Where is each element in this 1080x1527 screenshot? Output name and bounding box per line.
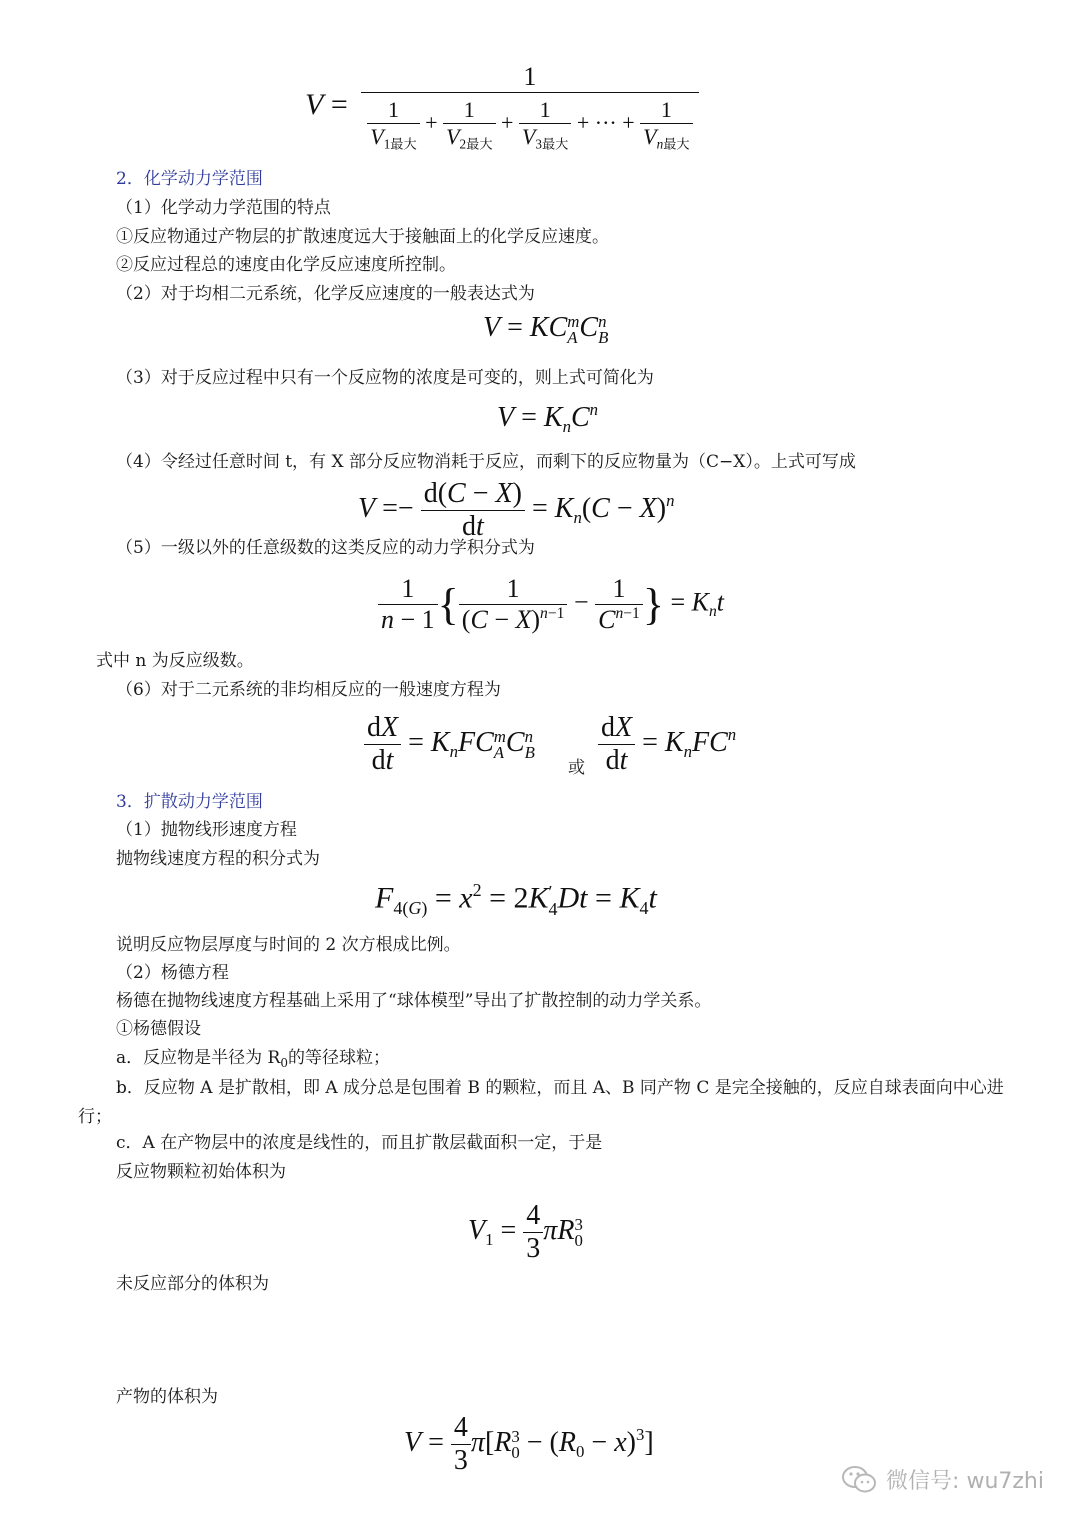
equation-rate-general: V = KC m A C n B [483,311,609,347]
equation-initial-volume: $V_1$ = $\frac{4}{3}$ πR 3 0 [468,1200,583,1264]
equation-rate-simplified: $V = K_nC^n$ [497,400,599,436]
watermark [842,1464,1044,1495]
paragraph: （2）杨德方程 [116,963,229,983]
paragraph: （5）一级以外的任意级数的这类反应的动力学积分式为 [116,538,535,558]
equation-integral-form: $\frac{1}{n - 1}$ { $\frac{1}{(C - X)^{n-1}}$ − $\frac{1}{C^{n-1}}$ } = $K_nt$ [378,574,724,635]
paragraph: b．反应物 A 是扩散相，即 A 成分总是包围着 B 的颗粒，而且 A、B 同产物 C 是完全接触的，反应自球表面向中心进行； [78,1078,1004,1127]
wechat-icon [842,1465,878,1495]
paragraph: （6）对于二元系统的非均相反应的一般速度方程为 [116,680,501,700]
paragraph: （2）对于均相二元系统，化学反应速度的一般表达式为 [116,284,535,304]
equation-rate-differential: V =− $\frac{d(C - X)}{dt}$ = $K_n(C - X)^n$ [358,478,675,542]
paragraph: （4）令经过任意时间 t，有 X 部分反应物消耗于反应，而剩下的反应物量为（C−X）。上式可写成 [116,452,856,472]
equation-heterogeneous-rate-alt: $\frac{dX}{dt}$ = $K_nFC^n$ [598,712,736,777]
section2-heading: 2．化学动力学范围 [116,169,263,189]
paragraph: 反应物颗粒初始体积为 [116,1162,286,1182]
paragraph: （1）化学动力学范围的特点 [116,198,331,218]
watermark-text: 微信号: wu7zhi [886,1469,1044,1494]
equation-product-volume: V = $\frac{4}{3}$ π[R 3 0 − $(R_0 - x)^3$] [404,1412,654,1476]
equation-total-rate: V = 1 $\frac{1}{V_{1最大}}$ + $\frac{1}{V_{2最大}}$ + $\frac{1}{V_{3最大}}$ + ··· + $\frac{1}{V_{n最大}}$ [305,62,699,153]
or-label: 或 [568,758,585,778]
subscript: 0 [280,1056,288,1071]
paragraph: ②反应过程总的速度由化学反应速度所控制。 [116,255,456,275]
paragraph: 抛物线速度方程的积分式为 [116,849,320,869]
paragraph: c．A 在产物层中的浓度是线性的，而且扩散层截面积一定，于是 [116,1133,603,1153]
equation-parabolic: $F_{4(G)} = x^2 = 2K$ ′ 4 $Dt = K_4t$ [375,880,657,919]
paragraph-part: a．反应物是半径为 R [116,1048,281,1068]
paragraph-part: 的等径球粒； [287,1048,390,1068]
paragraph: 说明反应物层厚度与时间的 2 次方根成比例。 [116,935,461,955]
paragraph: ①杨德假设 [116,1019,201,1039]
paragraph: 未反应部分的体积为 [116,1274,269,1294]
equation-heterogeneous-rate: $\frac{dX}{dt}$ = $K_nFC$ m A C n B [364,712,535,777]
paragraph: 产物的体积为 [116,1387,218,1407]
paragraph: （3）对于反应过程中只有一个反应物的浓度是可变的，则上式可简化为 [116,368,654,388]
paragraph: （1）抛物线形速度方程 [116,820,297,840]
paragraph: 式中 n 为反应级数。 [96,651,254,671]
paragraph [116,1046,390,1075]
paragraph: 杨德在抛物线速度方程基础上采用了“球体模型”导出了扩散控制的动力学关系。 [116,991,712,1011]
section3-heading: 3．扩散动力学范围 [116,792,263,812]
paragraph: ①反应物通过产物层的扩散速度远大于接触面上的化学反应速度。 [116,227,609,247]
